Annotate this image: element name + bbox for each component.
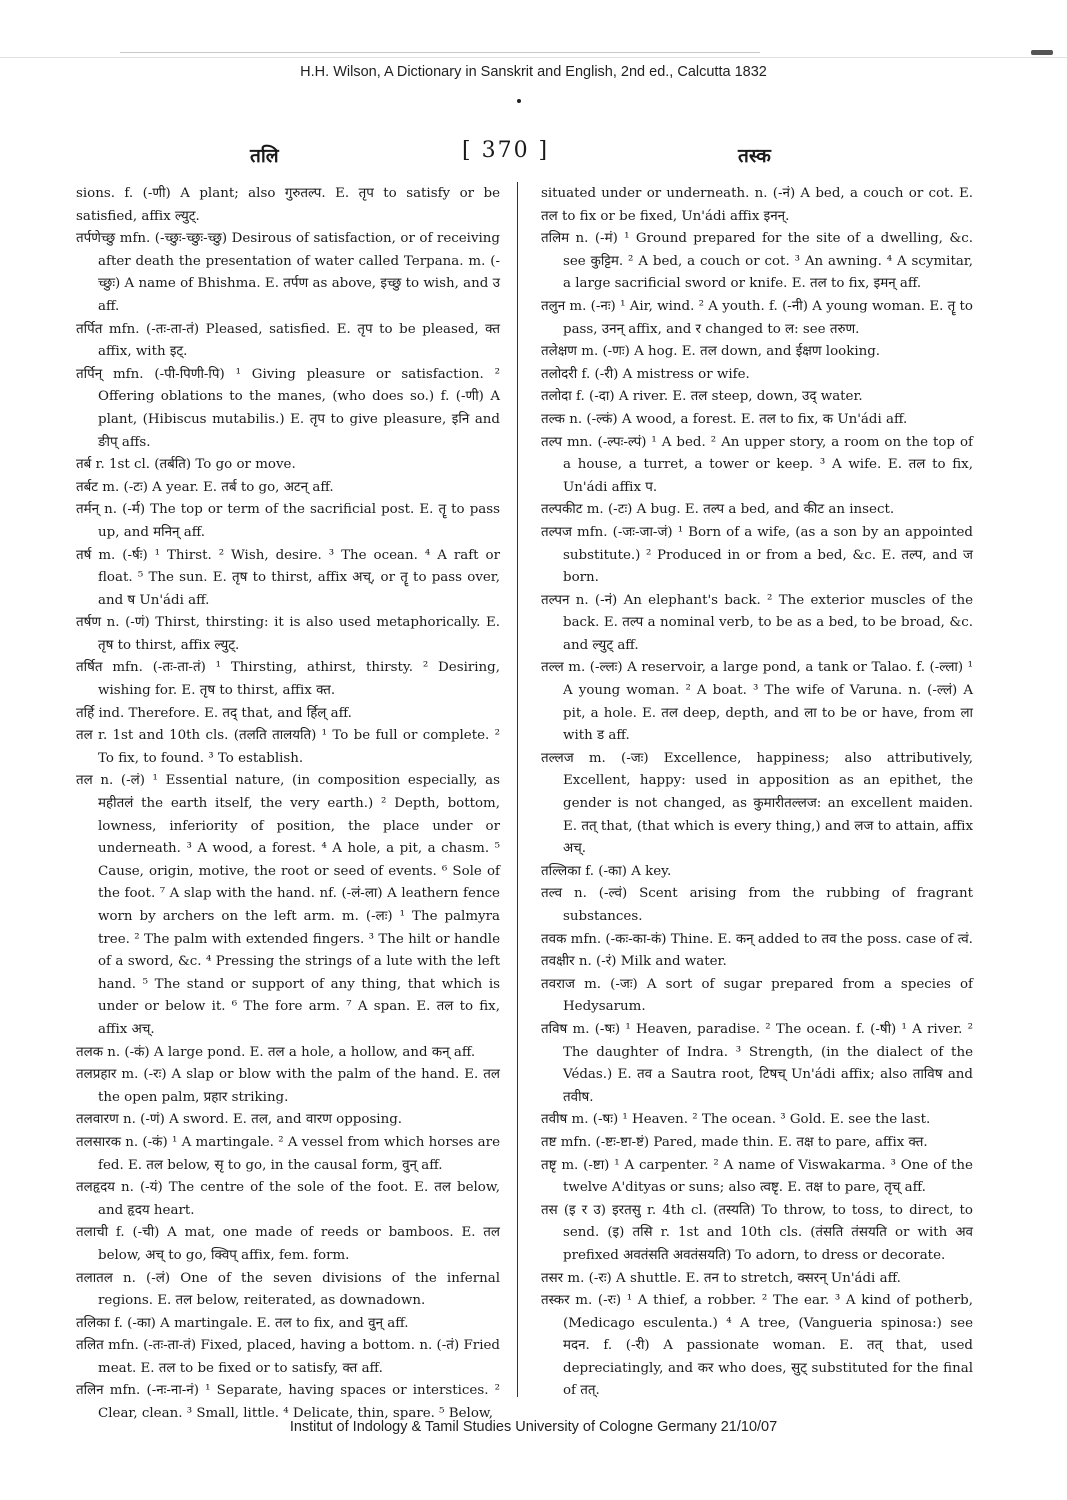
dictionary-entry: तल्व n. (-ल्वं) Scent arising from the rubbing of fragrant substances. [541,886,973,924]
dictionary-entry: तर्ष m. (-र्षः) ¹ Thirst. ² Wish, desire. ³ The ocean. ⁴ A raft or float. ⁵ The sun. E. तृष to thirst, affix अच्, or तॄ to pass over, and ष Un'ádi aff. [76,547,500,608]
dictionary-entry: तलिका f. (-का) A martingale. E. तल to fix, and वुन् aff. [76,1315,409,1331]
dictionary-entry: तल्प mn. (-ल्पः-ल्पं) ¹ A bed. ² An upper story, a room on the top of a house, a turret, a tower or keep. ³ A wife. E. तल to fix, Un'ádi affix प. [541,434,973,495]
dictionary-entry: तलुन m. (-नः) ¹ Air, wind. ² A youth. f. (-नी) A young woman. E. तॄ to pass, उनन् affix, and र changed to ल: see तरुण. [541,298,973,337]
dictionary-entry: तलहृदय n. (-यं) The centre of the sole of the foot. E. तल below, and हृदय heart. [76,1180,500,1218]
dictionary-entry: तल्क n. (-ल्कं) A wood, a forest. E. तल to fix, क Un'ádi aff. [541,411,908,427]
dictionary-entry: तल्लिका f. (-का) A key. [541,863,672,879]
dictionary-entry: तलेक्षण m. (-णः) A hog. E. तल down, and ईक्षण looking. [541,344,881,360]
left-running-headword: तलि [250,145,279,167]
dictionary-entry: तवक mfn. (-कः-का-कं) Thine. E. कन् added to तव the poss. case of त्वं. [541,931,973,947]
left-column [76,183,500,1426]
dictionary-entry: तवक्षीर n. (-रं) Milk and water. [541,954,727,970]
dictionary-entry: तल्ल m. (-ल्लः) A reservoir, a large pond, a tank or Talao. f. (-ल्ला) ¹ A young woman. ² A boat. ³ The wife of Varuna. n. (-ल्लं) A pit, a hole. E. तल deep, depth, and ला to be or have, from ला with ड aff. [541,660,973,744]
dictionary-entry: तर्मन् n. (-र्म) The top or term of the sacrificial post. E. तॄ to pass up, and मनिन् aff. [76,502,500,540]
dictionary-entry: तर्हि ind. Therefore. E. तद् that, and र्हिल् aff. [76,705,352,721]
dictionary-entry: तल्पन n. (-नं) An elephant's back. ² The exterior muscles of the back. E. तल्प a nominal verb, to be as a bed, to be broad, &c. and ल्युट् aff. [541,592,973,653]
dictionary-entry: situated under or underneath. n. (-नं) A bed, a couch or cot. E. तल to fix or be fixed, Un'ádi affix इनन्. [541,186,973,224]
dictionary-entry: तलप्रहार m. (-रः) A slap or blow with the palm of the hand. E. तल the open palm, प्रहार striking. [76,1067,500,1105]
dictionary-entry: तर्पिन् mfn. (-पी-पिणी-पि) ¹ Giving pleasure or satisfaction. ² Offering oblations to the manes, (who does so.) f. (-णी) A plant, (Hibiscus mutabilis.) E. तृप to give pleasure, इनि and ङीप् affs. [76,366,500,450]
dictionary-entry: तल्लज m. (-जः) Excellence, happiness; also attributively, Excellent, happy: used in apposition as an epithet, the gender is not changed, as कुमारीतल्लज: an excellent maiden. E. तत् that, (that which is every thing,) and लज to attain, affix अच्. [541,750,973,857]
dictionary-entry: तस (इ र उ) इरतसु r. 4th cl. (तस्यति) To throw, to toss, to direct, to send. (इ) तसि r. 1st and 10th cls. (तंसति तंसयति or with अव prefixed अवतंसति अवतंसयति) To adorn, to dress or decorate. [541,1202,973,1263]
dictionary-entry: तलाची f. (-ची) A mat, one made of reeds or bamboos. E. तल below, अच् to go, क्विप् affix, fem. form. [76,1225,500,1263]
page-number: [ 370 ] [462,138,550,163]
column-divider [517,182,518,1397]
dictionary-entry: तल्पज mfn. (-जः-जा-जं) ¹ Born of a wife, (as a son by an appointed substitute.) ² Produced in or from a bed, &c. E. तल्प, and ज born. [541,524,973,586]
dictionary-entry: तलक n. (-कं) A large pond. E. तल a hole, a hollow, and कन् aff. [76,1044,476,1060]
dictionary-entry: तलसारक n. (-कं) ¹ A martingale. ² A vessel from which horses are fed. E. तल below, सृ to go, in the causal form, वुन् aff. [76,1134,500,1173]
dictionary-entry: तष्ट mfn. (-ष्टः-ष्टा-ष्टं) Pared, made thin. E. तक्ष to pare, affix क्त. [541,1134,928,1150]
dictionary-entry: तल n. (-लं) ¹ Essential nature, (in composition especially, as महीतलं the earth itself, the very earth.) ² Depth, bottom, lowness, inferiority of position, the place under or underneath. ³ A wood, a forest. ⁴ A hole, a pit, a chasm. ⁵ Cause, origin, motive, the root or seed of events. ⁶ Sole of the foot. ⁷ A slap with the hand. nf. (-लं-ला) A leathern fence worn by archers on the left arm. m. (-लः) ¹ The palmyra tree. ² The palm with extended fingers. ³ The hilt or handle of a sword, &c. ⁴ Pressing the strings of a lute with the left hand. ⁵ The stand or support of any thing, that which is under or below it. ⁶ The fore arm. ⁷ A span. E. तल to fix, affix अच्. [76,773,500,1037]
right-column [541,183,973,1403]
dictionary-entry: तवीष m. (-षः) ¹ Heaven. ² The ocean. ³ Gold. E. see the last. [541,1112,931,1128]
dictionary-entry: तष्टृ m. (-ष्टा) ¹ A carpenter. ² A name of Viswakarma. ³ One of the twelve A'dityas or suns; also त्वष्टृ. E. तक्ष to pare, तृच् aff. [541,1157,973,1196]
dictionary-entry: तर्बट m. (-टः) A year. E. तर्ब to go, अटन् aff. [76,479,334,495]
dictionary-entry: तस्कर m. (-रः) ¹ A thief, a robber. ² The ear. ³ A kind of potherb, (Medicago esculenta.) ⁴ A tree, (Vangueria spinosa:) see मदन. f. (-री) A passionate woman. E. तत् that, used depreciatingly, and कर who does, सुट् substituted for the final of तत्. [541,1293,973,1399]
dictionary-entry: तलोदरी f. (-री) A mistress or wife. [541,366,750,382]
scan-edge-line [120,52,760,53]
source-caption: H.H. Wilson, A Dictionary in Sanskrit and English, 2nd ed., Calcutta 1832 [300,64,767,80]
footer-caption: Institut of Indology & Tamil Studies University of Cologne Germany 21/10/07 [289,1419,778,1435]
scan-edge-line [0,57,1067,58]
dictionary-entry: तलातल n. (-लं) One of the seven divisions of the infernal regions. E. तल below, reiterated, as downadown. [76,1270,500,1309]
dictionary-entry: तर्षण n. (-णं) Thirst, thirsting: it is also used metaphorically. E. तृष to thirst, affix ल्युट्. [76,615,500,653]
dictionary-entry: sions. f. (-णी) A plant; also गुरुतल्प. E. तृप to satisfy or be satisfied, affix ल्युट्. [76,186,500,224]
dictionary-entry: तलित mfn. (-तः-ता-तं) Fixed, placed, having a bottom. n. (-तं) Fried meat. E. तल to be fixed or to satisfy, क्त aff. [76,1338,500,1376]
dictionary-entry: तल r. 1st and 10th cls. (तलति तालयति) ¹ To be full or complete. ² To fix, to found. ³ To establish. [76,728,500,766]
dictionary-entry: तलिन mfn. (-नः-ना-नं) ¹ Separate, having spaces or interstices. ² Clear, clean. ³ Small, little. ⁴ Delicate, thin, spare. ⁵ Below, [76,1383,500,1422]
dictionary-entry: तलवारण n. (-णं) A sword. E. तल, and वारण opposing. [76,1112,403,1128]
scan-dot [517,99,521,103]
dictionary-entry: तर्पणेच्छु mfn. (-च्छुः-च्छुः-च्छु) Desirous of satisfaction, or of receiving after death the presentation of water called Terpana. m. (-च्छुः) A name of Bhishma. E. तर्पण as above, इच्छु to wish, and उ aff. [76,231,500,314]
dictionary-entry: तसर m. (-रः) A shuttle. E. तन to stretch, क्सरन् Un'ádi aff. [541,1270,901,1286]
dictionary-entry: तर्षित mfn. (-तः-ता-तं) ¹ Thirsting, athirst, thirsty. ² Desiring, wishing for. E. तृष to thirst, affix क्त. [76,660,500,699]
dictionary-entry: तर्ब r. 1st cl. (तर्बति) To go or move. [76,457,296,473]
dictionary-entry: तलोदा f. (-दा) A river. E. तल steep, down, उद् water. [541,389,863,405]
right-running-headword: तस्क [738,145,771,167]
dictionary-entry: तर्पित mfn. (-तः-ता-तं) Pleased, satisfied. E. तृप to be pleased, क्त affix, with इट्. [76,321,500,360]
dictionary-entry: तविष m. (-षः) ¹ Heaven, paradise. ² The ocean. f. (-षी) ¹ A river. ² The daughter of Indra. ³ Strength, (in the dialect of the Védas.) E. तव a Sautra root, टिषच् Un'ádi affix; also ताविष and तवीष. [541,1021,973,1105]
dictionary-entry: तल्पकीट m. (-टः) A bug. E. तल्प a bed, and कीट an insect. [541,502,895,518]
dictionary-entry: तलिम n. (-मं) ¹ Ground prepared for the site of a dwelling, &c. see कुट्टिम. ² A bed, a couch or cot. ³ An awning. ⁴ A scymitar, a large sacrificial sword or knife. E. तल to fix, इमन् aff. [541,231,973,292]
scan-artifact [1031,50,1053,55]
dictionary-entry: तवराज m. (-जः) A sort of sugar prepared from a species of Hedysarum. [541,976,973,1015]
